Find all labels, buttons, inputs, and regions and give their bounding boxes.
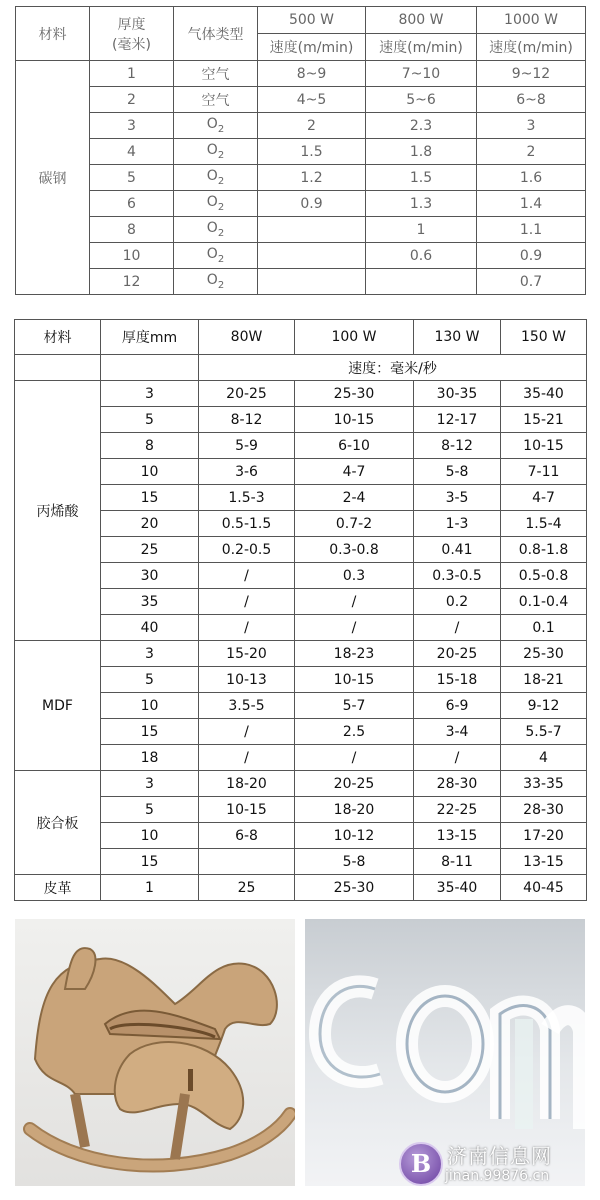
speed-80w-cell: 10-13	[199, 667, 295, 693]
speed-150w-cell: 33-35	[501, 771, 587, 797]
header-thickness-unit: (毫米)	[112, 36, 151, 53]
speed-150w-cell: 0.8-1.8	[501, 537, 587, 563]
gas-cell: 空气	[174, 87, 258, 113]
table-row	[15, 797, 587, 823]
header-thickness-label: 厚度	[117, 16, 146, 33]
table-row	[16, 87, 586, 113]
plywood-rocking-horse-photo	[15, 919, 295, 1186]
thickness-cell: 25	[101, 537, 199, 563]
speed-150w-cell: 9-12	[501, 693, 587, 719]
table-row	[16, 191, 586, 217]
speed-130w-cell: 12-17	[414, 407, 501, 433]
speed-500w-cell: 8~9	[258, 61, 366, 87]
speed-500w-cell: 4~5	[258, 87, 366, 113]
speed-130w-cell: 13-15	[414, 823, 501, 849]
speed-150w-cell: 4	[501, 745, 587, 771]
speed-130w-cell: 3-5	[414, 485, 501, 511]
thickness-cell: 35	[101, 589, 199, 615]
speed-150w-cell: 7-11	[501, 459, 587, 485]
speed-130w-cell: 1-3	[414, 511, 501, 537]
speed-130w-cell: 0.2	[414, 589, 501, 615]
speed-80w-cell	[199, 849, 295, 875]
speed-100w-cell: 10-12	[295, 823, 414, 849]
speed-80w-cell: /	[199, 563, 295, 589]
header-power-1000w: 1000 W	[477, 7, 586, 34]
table-row	[15, 485, 587, 511]
speed-1000w-cell: 1.4	[477, 191, 586, 217]
speed-130w-cell: 6-9	[414, 693, 501, 719]
speed-80w-cell: 5-9	[199, 433, 295, 459]
speed-80w-cell: 18-20	[199, 771, 295, 797]
material-cell: 碳钢	[16, 61, 90, 295]
speed-100w-cell: 0.3-0.8	[295, 537, 414, 563]
table-row	[16, 243, 586, 269]
thickness-cell: 3	[101, 771, 199, 797]
thickness-cell: 10	[101, 823, 199, 849]
table-row	[15, 745, 587, 771]
speed-150w-cell: 17-20	[501, 823, 587, 849]
speed-1000w-cell: 6~8	[477, 87, 586, 113]
thickness-cell: 8	[90, 217, 174, 243]
speed-80w-cell: 10-15	[199, 797, 295, 823]
table-row	[15, 693, 587, 719]
laser-cutting-nonmetal-table	[14, 319, 587, 901]
thickness-cell: 40	[101, 615, 199, 641]
header-speed-unit: 速度：毫米/秒	[199, 355, 587, 381]
thickness-cell: 4	[90, 139, 174, 165]
speed-150w-cell: 0.5-0.8	[501, 563, 587, 589]
speed-150w-cell: 25-30	[501, 641, 587, 667]
speed-80w-cell: 1.5-3	[199, 485, 295, 511]
speed-130w-cell: 30-35	[414, 381, 501, 407]
site-logo-badge	[399, 1142, 443, 1186]
speed-100w-cell: 6-10	[295, 433, 414, 459]
header-power-500w: 500 W	[258, 7, 366, 34]
thickness-cell: 3	[101, 641, 199, 667]
table-row	[16, 269, 586, 295]
speed-100w-cell: 2.5	[295, 719, 414, 745]
thickness-cell: 15	[101, 849, 199, 875]
header-thickness-mm: 厚度mm	[101, 320, 199, 355]
speed-80w-cell: 20-25	[199, 381, 295, 407]
table-row	[16, 139, 586, 165]
table-row	[15, 537, 587, 563]
thickness-cell: 5	[90, 165, 174, 191]
speed-100w-cell: 4-7	[295, 459, 414, 485]
material-cell: 皮革	[15, 875, 101, 901]
header-material: 材料	[16, 7, 90, 61]
speed-100w-cell: /	[295, 745, 414, 771]
speed-150w-cell: 28-30	[501, 797, 587, 823]
header-power-100w: 100 W	[295, 320, 414, 355]
header-gas-type: 气体类型	[174, 7, 258, 61]
thickness-cell: 18	[101, 745, 199, 771]
speed-130w-cell: 22-25	[414, 797, 501, 823]
table-row	[15, 875, 587, 901]
speed-800w-cell: 0.6	[366, 243, 477, 269]
gas-cell: 空气	[174, 61, 258, 87]
speed-150w-cell: 10-15	[501, 433, 587, 459]
speed-150w-cell: 0.1	[501, 615, 587, 641]
speed-80w-cell: 0.2-0.5	[199, 537, 295, 563]
speed-80w-cell: /	[199, 745, 295, 771]
speed-100w-cell: 0.7-2	[295, 511, 414, 537]
speed-130w-cell: 0.3-0.5	[414, 563, 501, 589]
speed-100w-cell: 25-30	[295, 381, 414, 407]
speed-500w-cell: 2	[258, 113, 366, 139]
thickness-cell: 3	[90, 113, 174, 139]
thickness-cell: 20	[101, 511, 199, 537]
gas-cell: $O_2$	[174, 269, 258, 295]
table-row	[15, 407, 587, 433]
speed-500w-cell: 1.2	[258, 165, 366, 191]
speed-130w-cell: 0.41	[414, 537, 501, 563]
speed-1000w-cell: 2	[477, 139, 586, 165]
thickness-cell: 1	[101, 875, 199, 901]
header-material: 材料	[15, 320, 101, 355]
speed-80w-cell: 15-20	[199, 641, 295, 667]
speed-150w-cell: 5.5-7	[501, 719, 587, 745]
speed-130w-cell: 8-12	[414, 433, 501, 459]
material-cell: 胶合板	[15, 771, 101, 875]
speed-100w-cell: /	[295, 615, 414, 641]
rocking-horse-illustration	[15, 919, 295, 1186]
thickness-cell: 12	[90, 269, 174, 295]
speed-80w-cell: 25	[199, 875, 295, 901]
gas-cell: $O_2$	[174, 243, 258, 269]
speed-800w-cell: 1.5	[366, 165, 477, 191]
gas-cell: $O_2$	[174, 139, 258, 165]
thickness-cell: 15	[101, 485, 199, 511]
site-watermark	[395, 1137, 595, 1193]
table-row	[16, 113, 586, 139]
header-power-150w: 150 W	[501, 320, 587, 355]
speed-100w-cell: 10-15	[295, 407, 414, 433]
thickness-cell: 5	[101, 407, 199, 433]
gas-cell: $O_2$	[174, 217, 258, 243]
speed-800w-cell: 1	[366, 217, 477, 243]
speed-1000w-cell: 0.9	[477, 243, 586, 269]
speed-130w-cell: 5-8	[414, 459, 501, 485]
speed-80w-cell: /	[199, 589, 295, 615]
table-row	[16, 217, 586, 243]
speed-130w-cell: 28-30	[414, 771, 501, 797]
speed-100w-cell: 5-7	[295, 693, 414, 719]
table-row	[15, 641, 587, 667]
header-power-80w: 80W	[199, 320, 295, 355]
speed-130w-cell: 8-11	[414, 849, 501, 875]
header-power-130w: 130 W	[414, 320, 501, 355]
speed-500w-cell	[258, 269, 366, 295]
speed-100w-cell: 2-4	[295, 485, 414, 511]
speed-150w-cell: 0.1-0.4	[501, 589, 587, 615]
speed-1000w-cell: 1.6	[477, 165, 586, 191]
thickness-cell: 30	[101, 563, 199, 589]
speed-100w-cell: 10-15	[295, 667, 414, 693]
thickness-cell: 10	[101, 459, 199, 485]
speed-150w-cell: 13-15	[501, 849, 587, 875]
speed-100w-cell: 5-8	[295, 849, 414, 875]
speed-800w-cell: 2.3	[366, 113, 477, 139]
header-thickness	[90, 7, 174, 61]
table-row	[15, 771, 587, 797]
speed-80w-cell: 8-12	[199, 407, 295, 433]
speed-80w-cell: 3-6	[199, 459, 295, 485]
speed-100w-cell: 20-25	[295, 771, 414, 797]
speed-100w-cell: /	[295, 589, 414, 615]
table-row	[15, 719, 587, 745]
speed-1000w-cell: 3	[477, 113, 586, 139]
speed-150w-cell: 15-21	[501, 407, 587, 433]
table-row	[15, 459, 587, 485]
speed-80w-cell: /	[199, 615, 295, 641]
speed-1000w-cell: 0.7	[477, 269, 586, 295]
speed-80w-cell: 0.5-1.5	[199, 511, 295, 537]
speed-150w-cell: 35-40	[501, 381, 587, 407]
speed-80w-cell: /	[199, 719, 295, 745]
speed-80w-cell: 6-8	[199, 823, 295, 849]
speed-800w-cell: 1.8	[366, 139, 477, 165]
speed-800w-cell	[366, 269, 477, 295]
speed-500w-cell	[258, 217, 366, 243]
thickness-cell: 6	[90, 191, 174, 217]
speed-130w-cell: /	[414, 745, 501, 771]
speed-150w-cell: 40-45	[501, 875, 587, 901]
table-row	[15, 563, 587, 589]
material-cell: MDF	[15, 641, 101, 771]
speed-100w-cell: 18-23	[295, 641, 414, 667]
table-row	[15, 433, 587, 459]
header-speed-800w: 速度(m/min)	[366, 34, 477, 61]
speed-130w-cell: 35-40	[414, 875, 501, 901]
table-row	[16, 165, 586, 191]
thickness-cell: 15	[101, 719, 199, 745]
speed-800w-cell: 7~10	[366, 61, 477, 87]
thickness-cell: 10	[101, 693, 199, 719]
material-cell: 丙烯酸	[15, 381, 101, 641]
site-url: jinan.99876.cn	[445, 1168, 550, 1184]
speed-130w-cell: /	[414, 615, 501, 641]
speed-500w-cell: 1.5	[258, 139, 366, 165]
site-logo-letter: B	[410, 1149, 432, 1178]
thickness-cell: 2	[90, 87, 174, 113]
thickness-cell: 5	[101, 667, 199, 693]
header-blank	[101, 355, 199, 381]
speed-150w-cell: 1.5-4	[501, 511, 587, 537]
speed-100w-cell: 0.3	[295, 563, 414, 589]
header-speed-500w: 速度(m/min)	[258, 34, 366, 61]
speed-130w-cell: 3-4	[414, 719, 501, 745]
speed-500w-cell: 0.9	[258, 191, 366, 217]
speed-500w-cell	[258, 243, 366, 269]
table-row	[15, 849, 587, 875]
thickness-cell: 8	[101, 433, 199, 459]
gas-cell: $O_2$	[174, 191, 258, 217]
speed-1000w-cell: 1.1	[477, 217, 586, 243]
table-row	[15, 615, 587, 641]
header-blank	[15, 355, 101, 381]
thickness-cell: 5	[101, 797, 199, 823]
speed-100w-cell: 25-30	[295, 875, 414, 901]
gas-cell: $O_2$	[174, 165, 258, 191]
speed-130w-cell: 20-25	[414, 641, 501, 667]
speed-150w-cell: 4-7	[501, 485, 587, 511]
laser-cutting-steel-table	[15, 6, 586, 295]
table-row	[15, 823, 587, 849]
speed-800w-cell: 5~6	[366, 87, 477, 113]
thickness-cell: 1	[90, 61, 174, 87]
thickness-cell: 3	[101, 381, 199, 407]
header-power-800w: 800 W	[366, 7, 477, 34]
gas-cell: $O_2$	[174, 113, 258, 139]
speed-150w-cell: 18-21	[501, 667, 587, 693]
speed-80w-cell: 3.5-5	[199, 693, 295, 719]
table-row	[16, 61, 586, 87]
speed-130w-cell: 15-18	[414, 667, 501, 693]
table-row	[15, 589, 587, 615]
header-speed-1000w: 速度(m/min)	[477, 34, 586, 61]
thickness-cell: 10	[90, 243, 174, 269]
speed-100w-cell: 18-20	[295, 797, 414, 823]
table-row	[15, 511, 587, 537]
site-name: 济南信息网	[447, 1144, 552, 1168]
speed-800w-cell: 1.3	[366, 191, 477, 217]
speed-1000w-cell: 9~12	[477, 61, 586, 87]
table-row	[15, 381, 587, 407]
table-row	[15, 667, 587, 693]
